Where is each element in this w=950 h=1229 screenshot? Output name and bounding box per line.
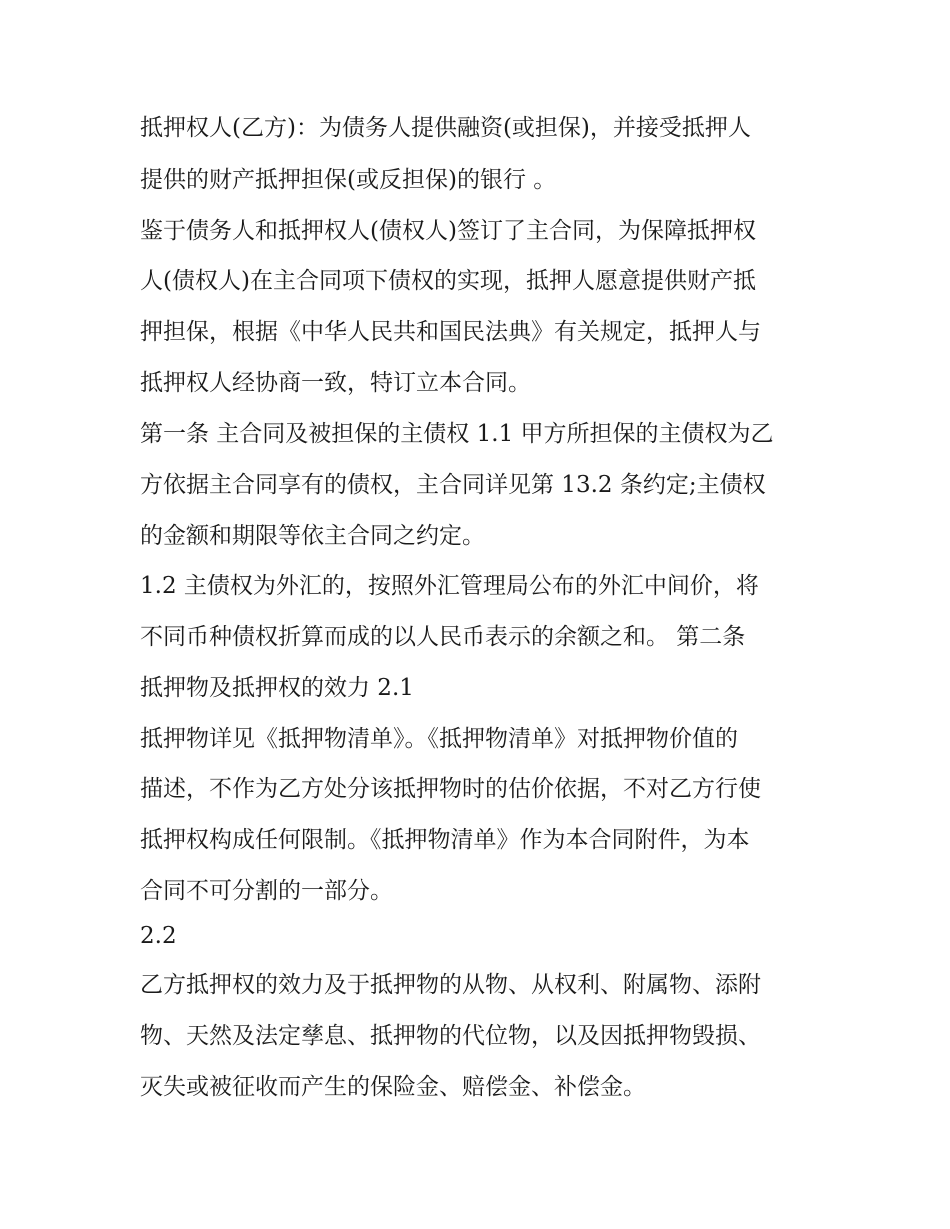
text-line: 抵押物详见《抵押物清单》。《抵押物清单》对抵押物价值的: [140, 726, 738, 752]
text-line: 不同币种债权折算而成的以人民币表示的余额之和。 第二条: [140, 624, 746, 650]
text-line: 抵押物及抵押权的效力 2.1: [140, 675, 414, 701]
text-line: 描述，不作为乙方处分该抵押物时的估价依据，不对乙方行使: [140, 776, 761, 802]
text-line: 鉴于债务人和抵押权人(债权人)签订了主合同，为保障抵押权: [140, 218, 756, 244]
text-line: 灭失或被征收而产生的保险金、赔偿金、补偿金。: [140, 1074, 646, 1100]
text-line: 提供的财产抵押担保(或反担保)的银行 。: [140, 167, 557, 193]
text-line: 方依据主合同享有的债权，主合同详见第 13.2 条约定;主债权: [140, 472, 766, 498]
text-line: 抵押权构成任何限制。《抵押物清单》作为本合同附件，为本: [140, 827, 750, 853]
text-line: 乙方抵押权的效力及于抵押物的从物、从权利、附属物、添附: [140, 972, 761, 998]
text-line: 物、天然及法定孳息、抵押物的代位物，以及因抵押物毁损、: [140, 1023, 761, 1049]
text-line: 合同不可分割的一部分。: [140, 878, 393, 904]
text-line: 的金额和期限等依主合同之约定。: [140, 523, 485, 549]
text-line: 人(债权人)在主合同项下债权的实现，抵押人愿意提供财产抵: [140, 268, 756, 294]
text-line: 2.2: [140, 923, 177, 949]
text-line: 1.2 主债权为外汇的，按照外汇管理局公布的外汇中间价，将: [140, 573, 759, 599]
text-line: 第一条 主合同及被担保的主债权 1.1 甲方所担保的主债权为乙: [140, 421, 774, 447]
text-line: 抵押权人经协商一致，特订立本合同。: [140, 370, 531, 396]
text-line: 抵押权人(乙方)：为债务人提供融资(或担保)，并接受抵押人: [140, 115, 751, 141]
text-line: 押担保，根据《中华人民共和国民法典》有关规定，抵押人与: [140, 319, 761, 345]
